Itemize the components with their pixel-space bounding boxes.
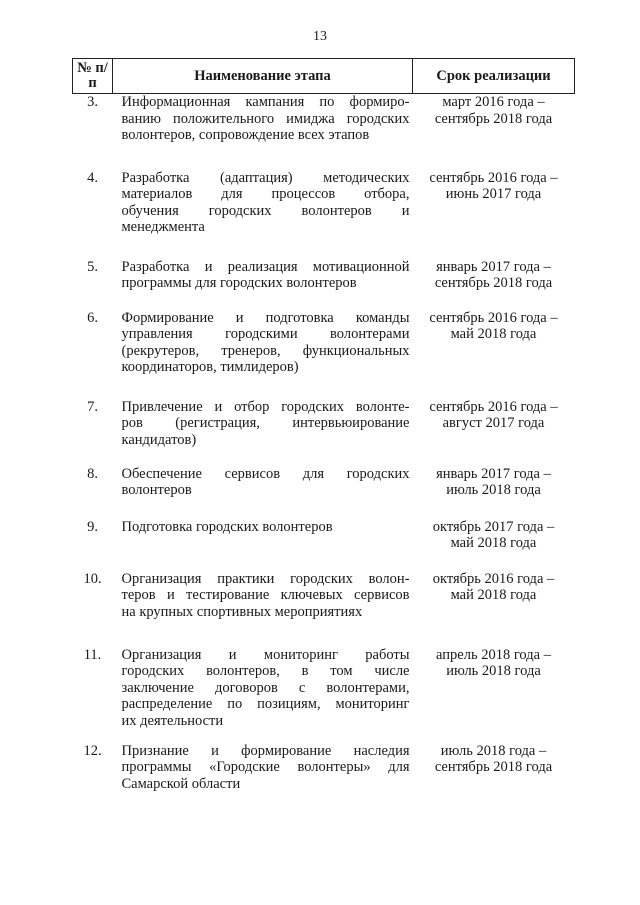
stage-term xyxy=(413,94,575,170)
stage-name-line: Формирование и подготовка команды xyxy=(121,309,410,326)
stage-name-line: волонтеров xyxy=(121,482,192,498)
stage-term xyxy=(413,399,575,466)
stage-term xyxy=(413,310,575,399)
page-number: 13 xyxy=(313,29,327,44)
stage-term xyxy=(413,571,575,647)
stage-name-line: материалов для процессов отбора, xyxy=(121,186,410,202)
stage-term-line: сентябрь 2018 года xyxy=(434,275,553,291)
row-number: 5. xyxy=(87,258,98,275)
stage-term-line: январь 2017 года – xyxy=(436,258,551,275)
stage-term-line: октябрь 2017 года – xyxy=(432,518,555,535)
stage-term-line: январь 2017 года – xyxy=(436,465,551,482)
stage-name-line: Самарской области xyxy=(121,775,241,792)
header-name: Наименование этапа xyxy=(113,59,413,94)
stage-name-line: Подготовка городских волонтеров xyxy=(121,518,333,535)
stage-term-line: сентябрь 2016 года – xyxy=(429,169,558,186)
stage-name-line: заключение договоров с волонтерами, xyxy=(121,679,410,696)
stage-name-line: Информационная кампания по формиро- xyxy=(121,94,410,110)
table-row xyxy=(73,571,575,647)
stage-name-line: Обеспечение сервисов для городских xyxy=(121,465,410,482)
stage-name xyxy=(113,399,413,466)
table-row xyxy=(73,170,575,259)
stage-name-line: управления городскими волонтерами xyxy=(121,326,410,342)
stage-name xyxy=(113,259,413,310)
stage-name xyxy=(113,310,413,399)
stage-name-line: кандидатов) xyxy=(121,431,197,448)
stage-term-line: май 2018 года xyxy=(450,535,537,551)
table-row xyxy=(73,94,575,170)
stage-name xyxy=(113,519,413,571)
table-row xyxy=(73,259,575,310)
row-number: 12. xyxy=(83,742,102,759)
stage-name-line: программы «Городские волонтеры» для xyxy=(121,759,410,775)
stage-name xyxy=(113,170,413,259)
stages-table xyxy=(72,58,575,813)
stage-term-line: октябрь 2016 года – xyxy=(432,570,555,587)
table-row xyxy=(73,399,575,466)
stage-name xyxy=(113,571,413,647)
stage-name xyxy=(113,94,413,170)
stage-name-line: Организация практики городских волон- xyxy=(121,570,410,587)
stage-term-line: сентябрь 2018 года xyxy=(434,759,553,775)
row-number: 9. xyxy=(87,518,98,535)
stage-name-line: Признание и формирование наследия xyxy=(121,742,410,759)
stage-name-line: распределение по позициям, мониторинг xyxy=(121,696,410,712)
stage-term xyxy=(413,519,575,571)
header-term: Срок реализации xyxy=(413,59,575,94)
row-number: 10. xyxy=(83,570,102,587)
stage-term xyxy=(413,170,575,259)
stage-name-line: Организация и мониторинг работы xyxy=(121,646,410,663)
table-header-row xyxy=(73,59,575,94)
stage-name-line: их деятельности xyxy=(121,712,224,729)
stage-name-line: ванию положительного имиджа городских xyxy=(121,110,410,127)
stage-name-line: программы для городских волонтеров xyxy=(121,275,357,291)
stage-name-line: волонтеров, сопровождение всех этапов xyxy=(121,127,370,143)
stage-name-line: городских волонтеров, в том числе xyxy=(121,663,410,679)
row-number: 7. xyxy=(87,398,98,415)
stage-term-line: июль 2018 года xyxy=(446,663,541,679)
table-row xyxy=(73,743,575,813)
stage-name-line: теров и тестирование ключевых сервисов xyxy=(121,587,410,603)
stage-term-line: апрель 2018 года – xyxy=(436,646,551,663)
stage-name-line: Разработка (адаптация) методических xyxy=(121,169,410,186)
stage-term-line: март 2016 года – xyxy=(442,94,545,110)
stage-name-line: ров (регистрация, интервьюирование xyxy=(121,415,410,431)
stage-name-line: менеджмента xyxy=(121,219,205,235)
stage-term-line: сентябрь 2016 года – xyxy=(429,398,558,415)
row-number: 3. xyxy=(87,94,98,110)
stage-term-line: май 2018 года xyxy=(450,587,537,603)
stage-name-line: обучения городских волонтеров и xyxy=(121,202,410,219)
stage-name xyxy=(113,647,413,743)
stage-term-line: июнь 2017 года xyxy=(445,186,542,202)
stage-term xyxy=(413,647,575,743)
row-number: 8. xyxy=(87,465,98,482)
stage-name xyxy=(113,466,413,519)
stage-term-line: сентябрь 2018 года xyxy=(434,110,553,127)
stage-name-line: Разработка и реализация мотивационной xyxy=(121,258,410,275)
table-row xyxy=(73,310,575,399)
stage-term xyxy=(413,743,575,813)
stage-name-line: (рекрутеров, тренеров, функциональных xyxy=(121,342,410,359)
stage-name-line: Привлечение и отбор городских волонте- xyxy=(121,398,410,415)
row-number: 4. xyxy=(87,169,98,186)
stage-name-line: координаторов, тимлидеров) xyxy=(121,359,299,375)
row-number: 6. xyxy=(87,309,98,326)
stage-term-line: август 2017 года xyxy=(442,415,545,431)
table-row xyxy=(73,466,575,519)
table-row xyxy=(73,647,575,743)
stage-term-line: май 2018 года xyxy=(450,326,537,342)
stage-term-line: июль 2018 года – xyxy=(440,742,547,759)
stage-name xyxy=(113,743,413,813)
table-row xyxy=(73,519,575,571)
stage-term xyxy=(413,259,575,310)
stage-term-line: июль 2018 года xyxy=(446,482,541,498)
header-num: № п/п xyxy=(73,59,113,94)
stage-term-line: сентябрь 2016 года – xyxy=(429,309,558,326)
stage-term xyxy=(413,466,575,519)
row-number: 11. xyxy=(83,646,102,663)
stage-name-line: на крупных спортивных мероприятиях xyxy=(121,603,363,620)
